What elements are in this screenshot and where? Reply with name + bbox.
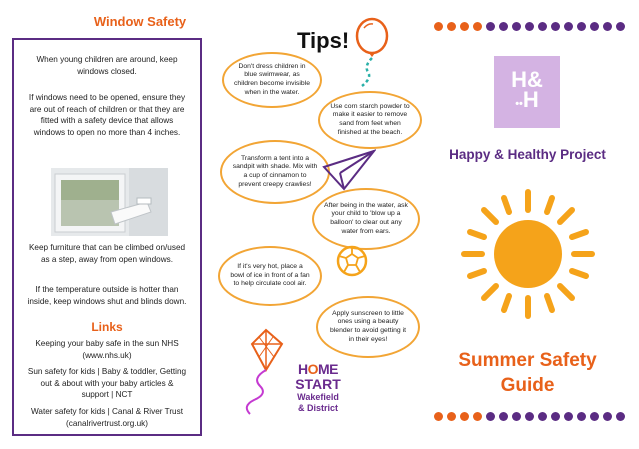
window-safety-para-2: If windows need to be opened, ensure they are out of reach of children or that they are fitted with a safety device that allows windows to open no more than 4 inches. — [28, 93, 186, 137]
home-start-logo — [283, 362, 353, 414]
tip-bubble-4: After being in the water, ask your child to 'blow up a balloon' to clear out any water from ears. — [312, 188, 420, 250]
tip-bubble-1: Don't dress children in blue swimwear, as children become invisible when in the water. — [222, 52, 322, 108]
happy-healthy-logo — [494, 56, 560, 128]
home-start-o: O — [307, 361, 318, 377]
paper-plane-icon — [322, 149, 376, 191]
dots-top — [434, 22, 625, 31]
home-start-me: ME — [318, 361, 338, 377]
home-start-h: H — [297, 361, 308, 377]
window-safety-para-1: When young children are around, keep windows closed. — [36, 55, 178, 76]
home-start-start: START — [295, 376, 341, 392]
link-nhs[interactable]: Keeping your baby safe in the sun NHS (www.nhs.uk) — [35, 339, 179, 360]
window-safety-para-3: Keep furniture that can be climbed on/used as a step, away from open windows. — [28, 243, 186, 264]
ball-icon — [335, 244, 369, 278]
link-nct[interactable]: Sun safety for kids | Baby & toddler, Getting out & about with your baby articles & support | NCT — [27, 367, 187, 399]
home-start-district: & District — [297, 403, 338, 413]
tip-bubble-6: Apply sunscreen to little ones using a beauty blender to avoid getting it in their eyes! — [316, 296, 420, 358]
hh-logo-line1: H& — [511, 67, 543, 92]
window-safety-box — [12, 38, 202, 436]
tip-bubble-3: Transform a tent into a sandpit with shade. Mix with a cup of cinnamon to prevent creepy crawlies! — [220, 140, 330, 204]
balloon-icon — [348, 14, 398, 94]
tips-title: Tips! — [297, 28, 350, 53]
baby-feet-icon: •• — [515, 98, 523, 110]
window-safety-para-4: If the temperature outside is hotter than inside, keep windows shut and blinds down. — [27, 285, 187, 306]
guide-title — [425, 348, 630, 398]
guide-title-line1: Summer Safety — [458, 350, 597, 371]
home-start-wakefield: Wakefield — [297, 392, 339, 402]
hh-logo-line2: H — [522, 87, 539, 112]
dots-bottom — [434, 412, 625, 421]
window-safety-title: Window Safety — [93, 14, 187, 29]
project-title: Happy & Healthy Project — [449, 147, 606, 162]
kite-icon — [226, 326, 286, 418]
hh-logo-line2-row — [511, 87, 543, 114]
tip-bubble-5: If it's very hot, place a bowl of ice in front of a fan to help circulate cool air. — [218, 246, 322, 306]
link-canal-river-trust[interactable]: Water safety for kids | Canal & River Trust (canalrivertrust.org.uk) — [31, 407, 183, 428]
links-title: Links — [91, 320, 123, 334]
window-lock-photo — [51, 168, 168, 236]
sun-icon — [456, 184, 600, 324]
guide-title-line2: Guide — [500, 375, 555, 396]
tip-bubble-2: Use corn starch powder to make it easier to remove sand from feet when finished at the beach. — [318, 91, 422, 149]
